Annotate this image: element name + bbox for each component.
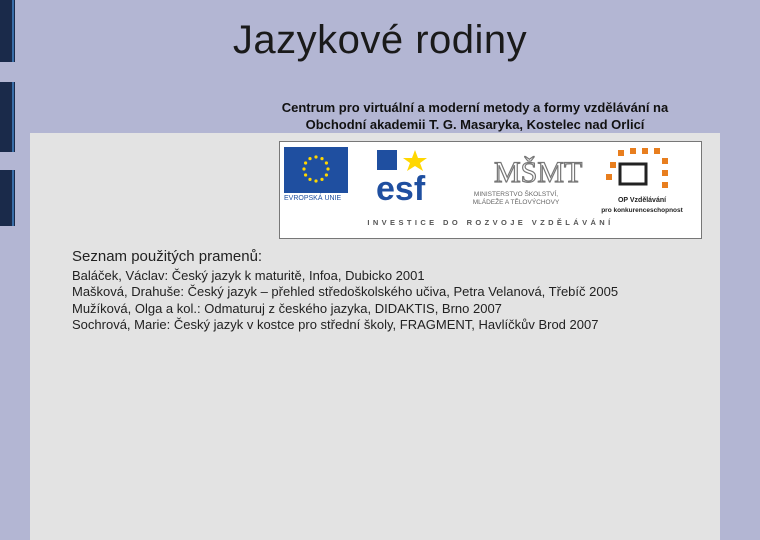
esf-text: esf [376, 170, 426, 208]
msmt-letters: MŠMT [494, 156, 583, 189]
institution-line-2: Obchodní akademii T. G. Masaryka, Kostelec nad Orlicí [305, 117, 645, 132]
msmt-line-2: MLÁDEŽE A TĚLOVÝCHOVY [472, 199, 560, 206]
source-item: Sochrová, Marie: Český jazyk v kostce pro střední školy, FRAGMENT, Havlíčkův Brod 2007 [72, 317, 599, 332]
institution-heading [260, 99, 690, 133]
op-logo-icon [590, 144, 695, 216]
sponsor-logo-strip [279, 141, 702, 239]
op-line-1: OP Vzdělávání [617, 197, 667, 204]
left-bar-bottom [0, 170, 15, 226]
sources-heading: Seznam použitých pramenů: [72, 248, 263, 265]
investment-slogan: INVESTICE DO ROZVOJE VZDĚLÁVÁNÍ [367, 218, 614, 227]
source-item: Mašková, Drahuše: Český jazyk – přehled středoškolského učiva, Petra Velanová, Třebíč 2005 [72, 284, 619, 299]
eu-label: EVROPSKÁ UNIE [284, 195, 342, 202]
left-bar-middle [0, 82, 15, 152]
institution-line-1: Centrum pro virtuální a moderní metody a formy vzdělávání na [281, 100, 669, 115]
msmt-line-1: MINISTERSTVO ŠKOLSTVÍ, [473, 191, 559, 198]
op-line-2: pro konkurenceschopnost [601, 207, 683, 214]
sources-list [72, 249, 712, 334]
msmt-logo-icon [466, 146, 583, 212]
eu-flag-icon [284, 147, 348, 193]
source-item: Mužíková, Olga a kol.: Odmaturuj z českého jazyka, DIDAKTIS, Brno 2007 [72, 300, 502, 316]
source-item: Baláček, Václav: Český jazyk k maturitě, Infoa, Dubicko 2001 [72, 267, 425, 283]
esf-logo-icon [375, 148, 437, 208]
slide-title: Jazykové rodiny [232, 18, 528, 62]
